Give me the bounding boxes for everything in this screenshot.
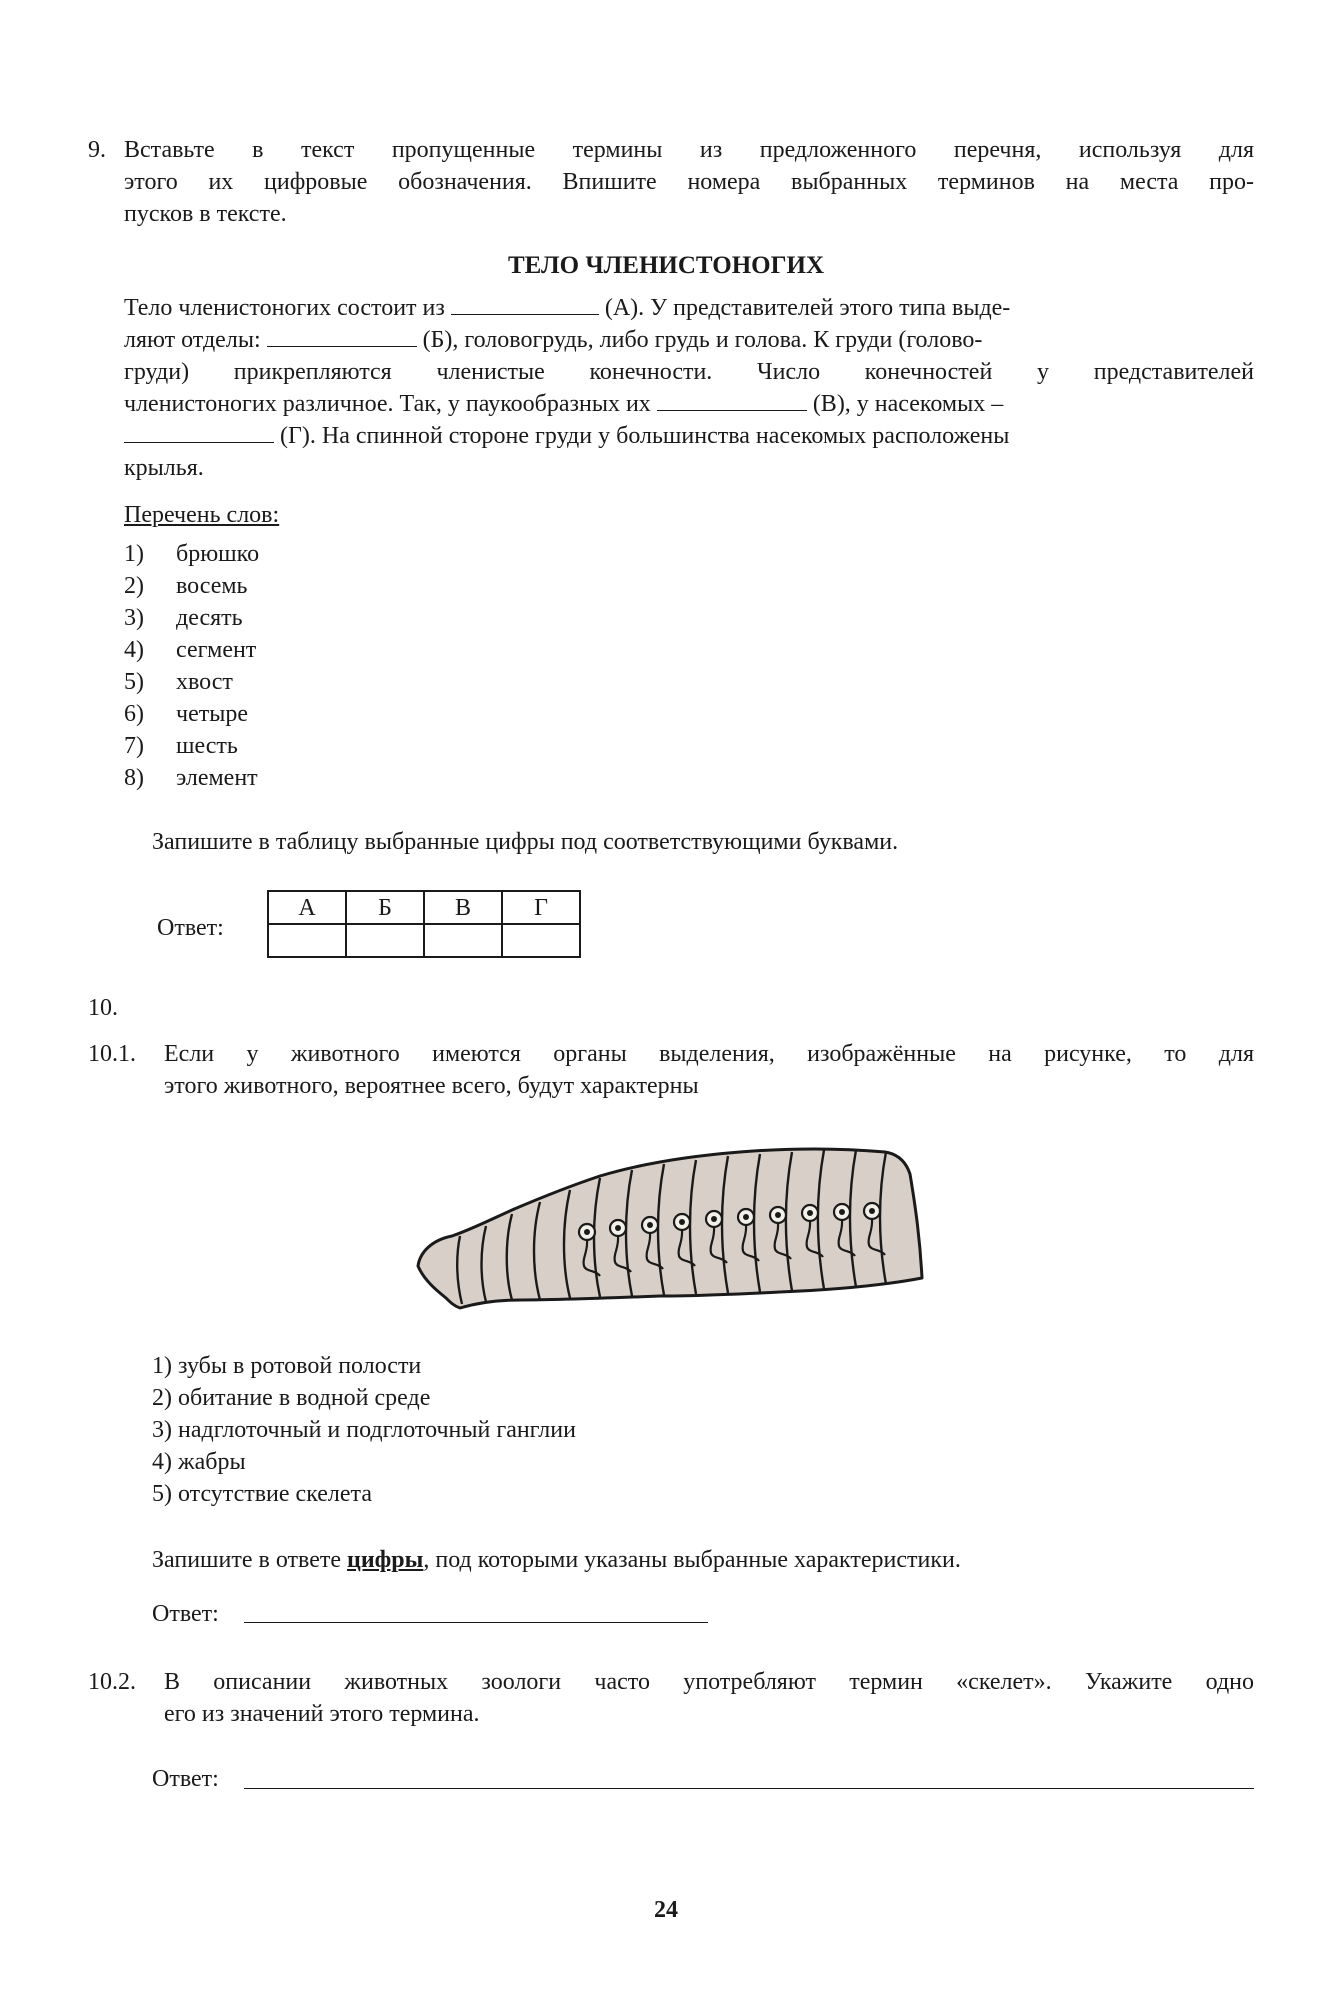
q10-2-line-1: В описании животных зоологи часто употребляют термин «скелет». Укажите одно [164, 1669, 1254, 1695]
list-item: 4) сегмент [124, 637, 257, 663]
word-list-title: Перечень слов: [124, 502, 280, 528]
list-item: 7) шесть [124, 733, 238, 759]
earthworm-illustration [410, 1140, 950, 1315]
q10-1-instruction: Запишите в ответе цифры, под которыми указаны выбранные характеристики. [152, 1547, 961, 1573]
blank-v[interactable] [657, 390, 807, 411]
q10-1-line-2: этого животного, вероятнее всего, будут характерны [164, 1073, 699, 1099]
list-item: 3) десять [124, 605, 243, 631]
q9-text-line-4: членистоногих различное. Так, у паукообразных их (В), у насекомых – [124, 391, 1004, 417]
table-header-g: Г [502, 891, 580, 924]
answer-cell-v[interactable] [424, 924, 502, 957]
q10-2-answer-label: Ответ: [152, 1766, 219, 1792]
q10-1-answer-label: Ответ: [152, 1601, 219, 1627]
blank-g[interactable] [124, 422, 274, 443]
q9-text-line-6: крылья. [124, 455, 204, 481]
q9-title: ТЕЛО ЧЛЕНИСТОНОГИХ [507, 252, 825, 279]
q9-answer-label: Ответ: [157, 915, 224, 941]
q10-1-line-1: Если у животного имеются органы выделения, изображённые на рисунке, то для [164, 1041, 1254, 1067]
q9-number: 9. [88, 137, 106, 163]
q10-2-number: 10.2. [88, 1669, 136, 1695]
list-item: 3) надглоточный и подглоточный ганглии [152, 1417, 576, 1443]
list-item: 4) жабры [152, 1449, 246, 1475]
table-header-b: Б [346, 891, 424, 924]
q10-1-number: 10.1. [88, 1041, 136, 1067]
q9-text-line-3: груди) прикрепляются членистые конечности. Число конечностей у представителей [124, 359, 1254, 385]
blank-b[interactable] [267, 326, 417, 347]
page-number: 24 [654, 1897, 678, 1923]
word-list [124, 538, 259, 794]
table-header-a: А [268, 891, 346, 924]
q9-intro-line-2: этого их цифровые обозначения. Впишите номера выбранных терминов на места про- [124, 169, 1254, 195]
blank-a[interactable] [451, 294, 599, 315]
q10-2-answer-line[interactable] [244, 1788, 1254, 1789]
q10-number: 10. [88, 995, 118, 1021]
list-item: 5) хвост [124, 669, 233, 695]
q9-text-line-2: ляют отделы: (Б), головогрудь, либо грудь и голова. К груди (голово- [124, 327, 983, 353]
q9-intro-line-3: пусков в тексте. [124, 201, 287, 227]
list-item: 1) брюшко [124, 541, 260, 567]
list-item: 2) восемь [124, 573, 248, 599]
q9-text-line-5: (Г). На спинной стороне груди у большинства насекомых расположены [124, 420, 1254, 452]
q10-2-line-2: его из значений этого термина. [164, 1701, 480, 1727]
answer-table [267, 890, 581, 958]
list-item: 8) элемент [124, 765, 258, 791]
q10-1-answer-line[interactable] [244, 1622, 708, 1623]
q9-text-line-1: Тело членистоногих состоит из (А). У представителей этого типа выде- [124, 295, 1011, 321]
list-item: 1) зубы в ротовой полости [152, 1353, 422, 1379]
answer-cell-a[interactable] [268, 924, 346, 957]
list-item: 5) отсутствие скелета [152, 1481, 372, 1507]
q10-1-options [152, 1350, 576, 1510]
list-item: 2) обитание в водной среде [152, 1385, 431, 1411]
digits-emphasis: цифры [347, 1547, 424, 1573]
table-instruction: Запишите в таблицу выбранные цифры под соответствующими буквами. [152, 829, 899, 855]
table-header-v: В [424, 891, 502, 924]
answer-cell-b[interactable] [346, 924, 424, 957]
q9-intro-line-1: Вставьте в текст пропущенные термины из предложенного перечня, используя для [124, 137, 1254, 163]
list-item: 6) четыре [124, 701, 248, 727]
answer-cell-g[interactable] [502, 924, 580, 957]
